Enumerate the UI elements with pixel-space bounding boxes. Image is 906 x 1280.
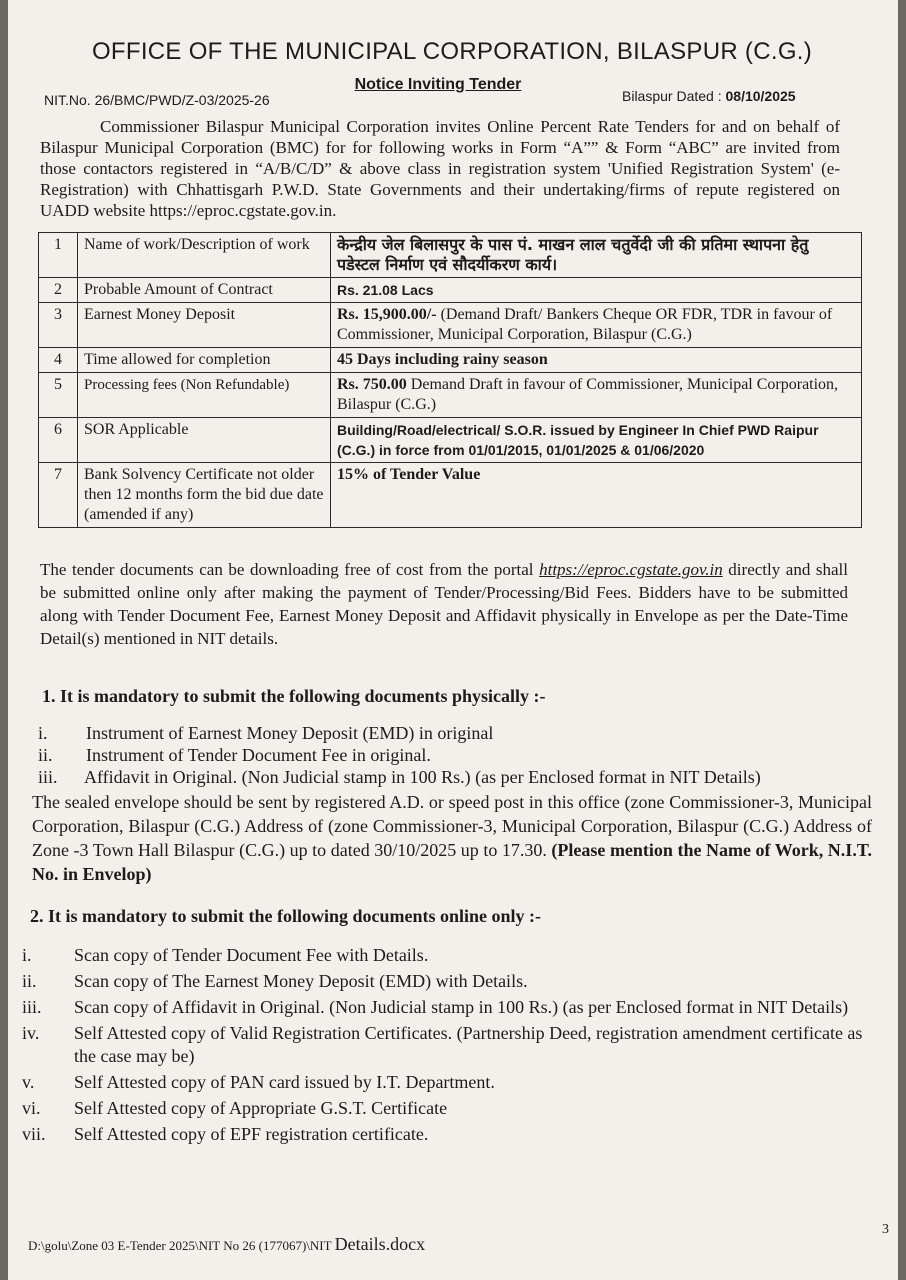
table-row — [39, 418, 862, 463]
item-numeral: i. — [38, 723, 48, 743]
office-title: OFFICE OF THE MUNICIPAL CORPORATION, BILASPUR (C.G.) — [91, 38, 813, 65]
envelope-note-bold: (Please mention the Name of Work, N.I.T. No. in Envelop) — [32, 840, 872, 884]
row-number: 5 — [39, 373, 78, 418]
file-path-footer — [28, 1234, 425, 1255]
dated-label: Bilaspur Dated : — [622, 88, 722, 104]
row-label: Processing fees (Non Refundable) — [78, 373, 331, 418]
item-numeral: iv. — [22, 1023, 40, 1043]
list-item — [22, 996, 888, 1019]
list-item — [38, 766, 868, 788]
list-item — [22, 1097, 888, 1120]
physical-documents-list — [38, 722, 868, 788]
online-documents-list — [22, 944, 888, 1146]
list-item — [22, 944, 888, 967]
item-text: Instrument of Tender Document Fee in original. — [86, 745, 431, 765]
dated-value: 08/10/2025 — [725, 88, 796, 104]
table-row — [39, 373, 862, 418]
item-text: Scan copy of The Earnest Money Deposit (EMD) with Details. — [74, 971, 528, 991]
emd-value — [331, 303, 862, 348]
item-text: Self Attested copy of Valid Registration Certificates. (Partnership Deed, registration amendment certificate as the case may be) — [74, 1023, 863, 1066]
document-page — [8, 0, 898, 1280]
row-number: 1 — [39, 233, 78, 278]
item-numeral: v. — [22, 1072, 35, 1092]
section-2-heading: 2. It is mandatory to submit the following documents online only :- — [30, 906, 542, 926]
item-text: Self Attested copy of EPF registration certificate. — [74, 1124, 429, 1144]
solvency-value: 15% of Tender Value — [331, 463, 862, 528]
probable-amount: Rs. 21.08 Lacs — [331, 278, 862, 303]
envelope-note: The sealed envelope should be sent by registered A.D. or speed post in this office (zone Commissioner-3, Municipal Corporation, Bilaspur (C.G.) Address of (zone Commissioner-3, Municipal Corporation, Bilaspur (C.G.) Address of Zone -3 Town Hall Bilaspur (C.G.) up to dated 30/10/2025 up to 17.30. — [32, 792, 872, 860]
item-text: Scan copy of Tender Document Fee with Details. — [74, 945, 429, 965]
row-number: 7 — [39, 463, 78, 528]
row-number: 3 — [39, 303, 78, 348]
item-text: Scan copy of Affidavit in Original. (Non Judicial stamp in 100 Rs.) (as per Enclosed format in NIT Details) — [74, 997, 849, 1017]
item-text: Self Attested copy of PAN card issued by I.T. Department. — [74, 1072, 495, 1092]
row-label: SOR Applicable — [78, 418, 331, 463]
processing-fee-details: Demand Draft in favour of Commissioner, Municipal Corporation, Bilaspur (C.G.) — [337, 376, 839, 413]
nit-number: NIT.No. 26/BMC/PWD/Z-03/2025-26 — [44, 92, 270, 108]
table-row — [39, 233, 862, 278]
para-after-link: directly and shall be submitted online only after making the payment of Tender/Processing/Bid Fees. Bidders have to be submitted along with Tender Document Fee, Earnest Money Deposit and Affidavit physically in Envelope as per the Date-Time Detail(s) mentioned in NIT details. — [40, 560, 848, 648]
notice-title: Notice Inviting Tender — [354, 76, 522, 93]
list-item — [22, 1123, 888, 1146]
item-numeral: iii. — [22, 997, 42, 1017]
table-row — [39, 278, 862, 303]
row-label: Time allowed for completion — [78, 348, 331, 373]
row-label: Probable Amount of Contract — [78, 278, 331, 303]
list-item — [22, 1022, 888, 1068]
emd-details: (Demand Draft/ Bankers Cheque OR FDR, TDR in favour of Commissioner, Municipal Corporation, Bilaspur (C.G.) — [337, 306, 833, 343]
row-number: 4 — [39, 348, 78, 373]
row-number: 2 — [39, 278, 78, 303]
sor-value: Building/Road/electrical/ S.O.R. issued by Engineer In Chief PWD Raipur (C.G.) in force from 01/01/2015, 01/01/2025 & 01/06/2020 — [331, 418, 862, 463]
file-name: Details.docx — [334, 1234, 426, 1254]
item-numeral: ii. — [22, 971, 37, 991]
completion-time: 45 Days including rainy season — [331, 348, 862, 373]
work-description: केन्द्रीय जेल बिलासपुर के पास पं. माखन लाल चतुर्वेदी जी की प्रतिमा स्थापना हेतु पडेस्टल निर्माण एवं सौदर्यीकरण कार्य। — [331, 233, 862, 278]
list-item — [22, 970, 888, 993]
eproc-portal-link[interactable]: https://eproc.cgstate.gov.in — [539, 560, 723, 579]
item-numeral: ii. — [38, 745, 53, 765]
row-label: Earnest Money Deposit — [78, 303, 331, 348]
section-1-heading: 1. It is mandatory to submit the following documents physically :- — [42, 686, 546, 706]
emd-amount: Rs. 15,900.00/- — [337, 306, 437, 323]
list-item — [22, 1071, 888, 1094]
para-before-link: The tender documents can be downloading free of cost from the portal — [40, 560, 540, 579]
item-numeral: vii. — [22, 1124, 46, 1144]
intro-paragraph: Commissioner Bilaspur Municipal Corporation invites Online Percent Rate Tenders for and on behalf of Bilaspur Municipal Corporation (BMC) for for following works in Form “A”” & Form “ABC” are invited from those contactors registered in “A/B/C/D” & above class in registration system 'Unified Registration System' (e-Registration) with Chhattisgarh P.W.D. State Governments and their undertaking/firms of repute registered on UADD website https://eproc.cgstate.gov.in. — [40, 117, 840, 220]
table-row — [39, 303, 862, 348]
processing-fee-amount: Rs. 750.00 — [337, 376, 407, 393]
page-number: 3 — [882, 1222, 889, 1237]
file-path: D:\golu\Zone 03 E-Tender 2025\NIT No 26 (177067)\NIT — [28, 1238, 335, 1253]
item-text: Affidavit in Original. (Non Judicial stamp in 100 Rs.) (as per Enclosed format in NIT Details) — [84, 767, 761, 787]
row-label: Bank Solvency Certificate not older then 12 months form the bid due date (amended if any) — [78, 463, 331, 528]
item-numeral: i. — [22, 945, 32, 965]
item-numeral: vi. — [22, 1098, 41, 1118]
item-text: Instrument of Earnest Money Deposit (EMD) in original — [86, 723, 494, 743]
row-number: 6 — [39, 418, 78, 463]
tender-details-table — [38, 232, 862, 528]
list-item — [38, 722, 868, 744]
date-line — [622, 88, 796, 104]
processing-fee-value — [331, 373, 862, 418]
table-row — [39, 463, 862, 528]
sealed-envelope-paragraph — [32, 790, 872, 886]
row-label: Name of work/Description of work — [78, 233, 331, 278]
item-text: Self Attested copy of Appropriate G.S.T. Certificate — [74, 1098, 448, 1118]
tender-download-paragraph — [40, 558, 848, 650]
item-numeral: iii. — [38, 767, 58, 787]
table-row — [39, 348, 862, 373]
list-item — [38, 744, 868, 766]
